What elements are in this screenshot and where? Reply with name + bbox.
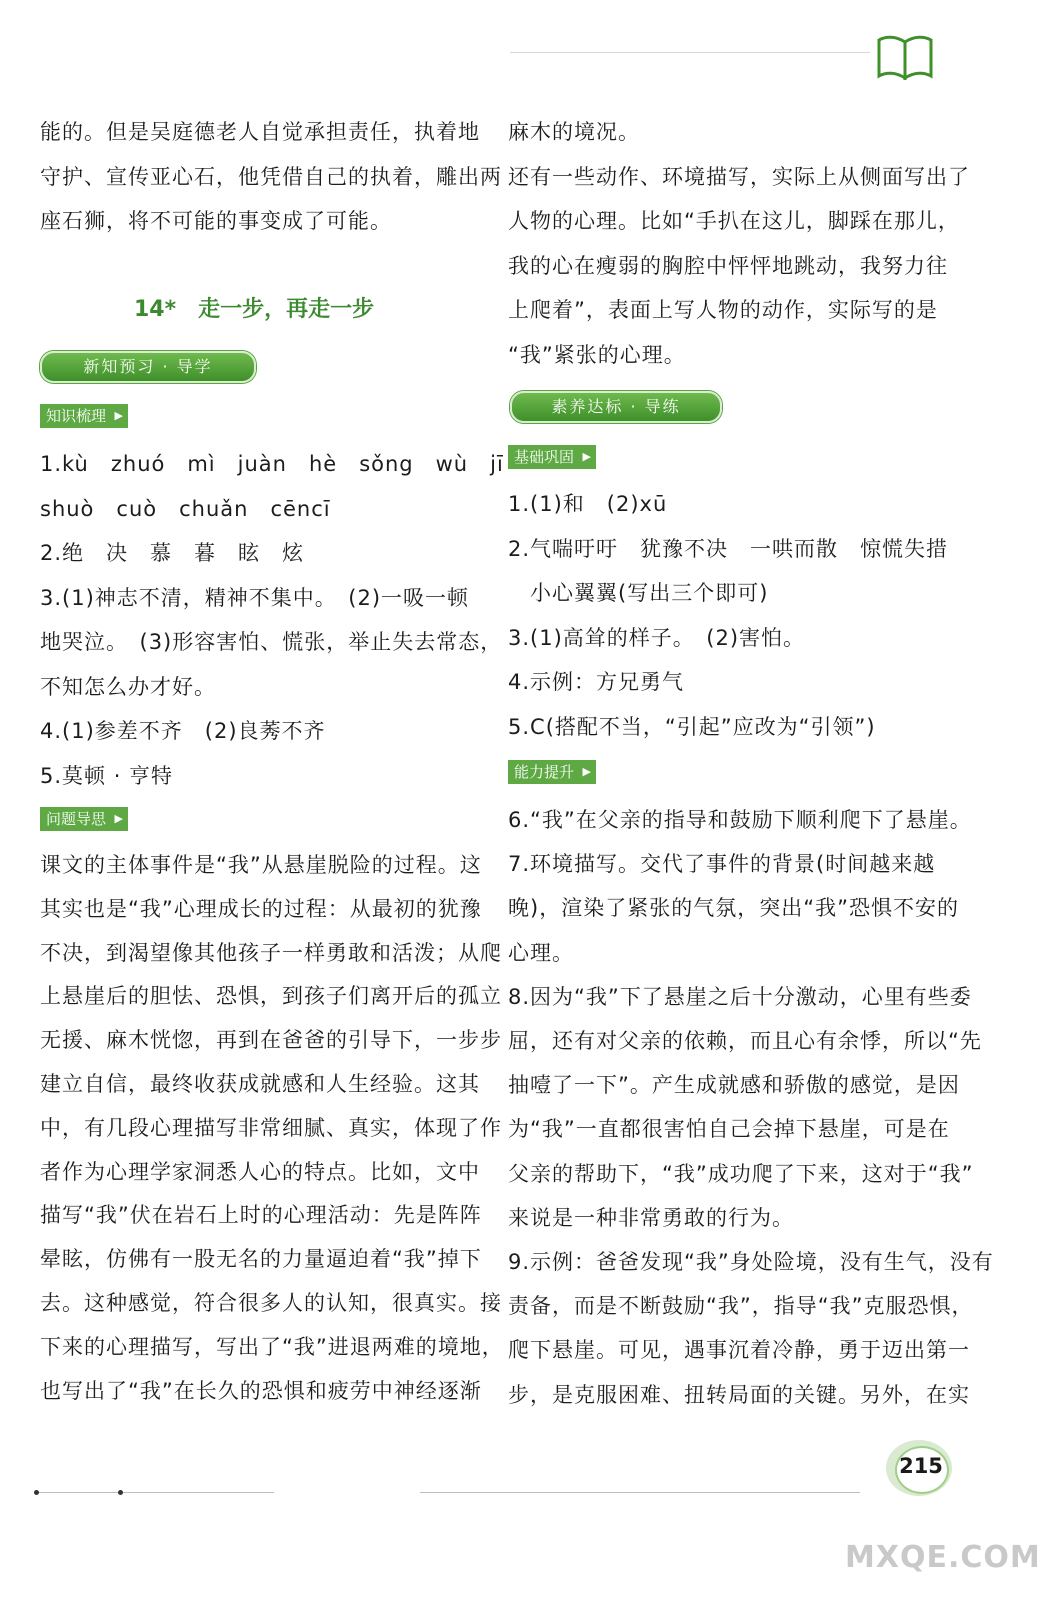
answer-line: 地哭泣。 (3)形容害怕、慌张，举止失去常态， [40, 630, 503, 654]
answer-line: shuò cuò chuǎn cēncī [40, 496, 331, 521]
text-line: 上爬着”，表面上写人物的动作，实际写的是 [508, 298, 938, 322]
footer-dot [34, 1490, 39, 1495]
answer-line: 1.kù zhuó mì juàn hè sǒng wù jī [40, 452, 504, 476]
answer-line: 步，是克服困难、扭转局面的关键。另外，在实 [508, 1382, 970, 1407]
text-line: 描写“我”伏在岩石上时的心理活动：先是阵阵 [40, 1203, 482, 1228]
text-line: 其实也是“我”心理成长的过程：从最初的犹豫 [40, 896, 482, 921]
answer-line: 3.(1)神志不清，精神不集中。 (2)一吸一顿 [40, 585, 470, 610]
answer-line: 8.因为“我”下了悬崖之后十分激动，心里有些委 [508, 984, 972, 1009]
text-line: 课文的主体事件是“我”从悬崖脱险的过程。这 [40, 853, 482, 877]
answer-line: 5.C(搭配不当，“引起”应改为“引领”) [508, 714, 876, 739]
answer-line: 为“我”一直都很害怕自己会掉下悬崖，可是在 [508, 1117, 950, 1142]
open-book-icon [876, 34, 934, 80]
text-line: 座石狮，将不可能的事变成了可能。 [40, 209, 392, 233]
answer-line: 5.莫顿 · 亨特 [40, 763, 174, 788]
answer-line: 心理。 [508, 940, 574, 965]
answer-line: 小心翼翼(写出三个即可) [508, 581, 769, 605]
tag-question: 问题导思 ▶ [40, 807, 128, 831]
text-line: 麻木的境况。 [508, 120, 640, 144]
answer-line: 父亲的帮助下，“我”成功爬了下来，这对于“我” [508, 1161, 974, 1186]
answer-line: 抽噎了一下”。产生成就感和骄傲的感觉，是因 [508, 1073, 960, 1098]
text-line: 上悬崖后的胆怯、恐惧，到孩子们离开后的孤立 [40, 984, 502, 1009]
answer-line: 屈，还有对父亲的依赖，而且心有余悸，所以“先 [508, 1029, 982, 1053]
text-line: 去。这种感觉，符合很多人的认知，很真实。接 [40, 1291, 502, 1315]
tag-ability: 能力提升 ▶ [508, 760, 596, 784]
answer-line: 2.绝 决 慕 暮 眩 炫 [40, 541, 305, 565]
section-preview-banner [40, 351, 256, 383]
text-line: 建立自信，最终收获成就感和人生经验。这其 [40, 1072, 480, 1096]
answer-line: 9.示例：爸爸发现“我”身处险境，没有生气，没有 [508, 1250, 994, 1274]
answer-line: 4.示例：方兄勇气 [508, 670, 685, 694]
answer-line: 晚)，渲染了紧张的气氛，突出“我”恐惧不安的 [508, 896, 959, 921]
answer-line: 2.气喘吁吁 犹豫不决 一哄而散 惊慌失措 [508, 536, 949, 561]
tag-basic: 基础巩固 ▶ [508, 445, 596, 469]
watermark: MXQE.COM [845, 1540, 1041, 1575]
footer-rule-right [420, 1492, 860, 1493]
footer-dot [118, 1490, 123, 1495]
text-line: 不决，到渴望像其他孩子一样勇敢和活泼；从爬 [40, 940, 502, 965]
text-line: 守护、宣传亚心石，他凭借自己的执着，雕出两 [40, 164, 502, 189]
text-line: 也写出了“我”在长久的恐惧和疲劳中神经逐渐 [40, 1378, 482, 1403]
header-rule [510, 52, 870, 53]
answer-line: 1.(1)和 (2)xū [508, 492, 668, 516]
answer-line: 来说是一种非常勇敢的行为。 [508, 1205, 794, 1230]
answer-line: 6.“我”在父亲的指导和鼓励下顺利爬下了悬崖。 [508, 808, 972, 832]
answer-line: 3.(1)高耸的样子。 (2)害怕。 [508, 625, 806, 650]
text-line: 者作为心理学家洞悉人心的特点。比如，文中 [40, 1159, 480, 1184]
text-line: “我”紧张的心理。 [508, 342, 686, 367]
text-line: 还有一些动作、环境描写，实际上从侧面写出了 [508, 164, 970, 189]
lesson-title: 14* 走一步，再走一步 [134, 297, 375, 322]
text-line: 无援、麻木恍惚，再到在爸爸的引导下，一步步 [40, 1028, 502, 1053]
answer-line: 爬下悬崖。可见，遇事沉着冷静，勇于迈出第一 [508, 1338, 970, 1363]
page-number: 215 [899, 1454, 943, 1478]
section-preview-label: 新知预习 · 导学 [83, 357, 213, 376]
text-line: 我的心在瘦弱的胸腔中怦怦地跳动，我努力往 [508, 253, 948, 278]
tag-knowledge: 知识梳理 ▶ [40, 404, 128, 428]
answer-line: 4.(1)参差不齐 (2)良莠不齐 [40, 719, 326, 743]
text-line: 人物的心理。比如“手扒在这儿，脚踩在那儿， [508, 209, 960, 233]
section-practice-label: 素养达标 · 导练 [551, 397, 681, 416]
section-practice-banner [510, 391, 722, 423]
text-line: 下来的心理描写，写出了“我”进退两难的境地， [40, 1334, 504, 1359]
answer-line: 7.环境描写。交代了事件的背景(时间越来越 [508, 852, 936, 877]
text-line: 能的。但是吴庭德老人自觉承担责任，执着地 [40, 120, 480, 144]
text-line: 晕眩，仿佛有一股无名的力量逼迫着“我”掉下 [40, 1247, 482, 1272]
text-line: 中，有几段心理描写非常细腻、真实，体现了作 [40, 1115, 502, 1140]
answer-line: 责备，而是不断鼓励“我”，指导“我”克服恐惧， [508, 1294, 974, 1319]
footer-rule-left [34, 1492, 274, 1493]
answer-line: 不知怎么办才好。 [40, 674, 216, 699]
